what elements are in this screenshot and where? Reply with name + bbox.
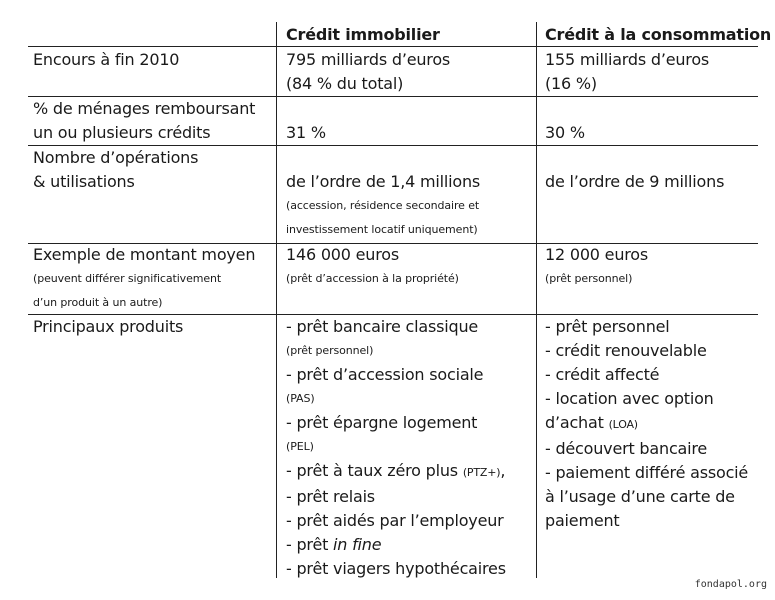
menages-consommation [545,121,585,145]
product-item: - prêt viagers hypothécaires [286,559,506,578]
product-item: - prêt bancaire classique [286,317,479,336]
product-item: à l’usage d’une carte de [545,487,735,506]
operations-immobilier-note2: investissement locatif uniquement) [286,223,478,236]
product-item: - découvert bancaire [545,439,708,458]
montant-label-note1: (peuvent différer significativement [33,272,222,285]
product-item: - prêt aidés par l’employeur [286,511,504,530]
row-label-produits [33,315,183,339]
source-watermark: fondapol.org [694,579,767,590]
menages-immobilier [286,121,326,145]
menages-label-line1: % de ménages remboursant [33,99,256,118]
operations-label-line2: & utilisations [33,172,135,191]
product-item: - crédit affecté [545,365,660,384]
operations-consommation [545,170,724,194]
operations-consommation-value: de l’ordre de 9 millions [545,172,725,191]
product-item-text: - prêt [286,535,334,554]
product-item: - location avec option [545,389,714,408]
product-item-in-fine [286,533,506,557]
encours-consommation [545,48,709,96]
encours-immobilier-value: 795 milliards d’euros [286,50,451,69]
menages-consommation-value: 30 % [545,123,585,142]
row-label-menages [33,97,255,145]
produits-immobilier-list [286,315,506,581]
product-note: (prêt personnel) [286,344,374,357]
product-item: - prêt personnel [545,317,670,336]
product-item: - prêt épargne logement [286,413,478,432]
product-item: - paiement différé associé [545,463,749,482]
product-inline-note: (PTZ+) [462,466,501,479]
product-item-tail: , [500,461,506,480]
operations-label-line1: Nombre d’opérations [33,148,199,167]
produits-label: Principaux produits [33,317,184,336]
produits-consommation-list [545,315,748,533]
product-note: (PEL) [286,440,314,453]
header-credit-immobilier: Crédit immobilier [286,25,440,44]
montant-immobilier-value: 146 000 euros [286,245,399,264]
product-inline-note: (LOA) [608,418,638,431]
product-item-italic: in fine [333,535,382,554]
product-item-ptz [286,459,506,485]
product-item: - prêt relais [286,487,375,506]
encours-immobilier [286,48,450,96]
operations-immobilier-value: de l’ordre de 1,4 millions [286,172,481,191]
montant-immobilier [286,243,459,291]
row-label-montant [33,243,255,315]
header-credit-consommation: Crédit à la consommation [545,25,772,44]
product-item: - crédit renouvelable [545,341,707,360]
encours-consommation-value: 155 milliards d’euros [545,50,710,69]
menages-immobilier-value: 31 % [286,123,326,142]
montant-consommation [545,243,648,291]
row-label-operations [33,146,198,194]
montant-consommation-note: (prêt personnel) [545,272,633,285]
row-label-encours [33,48,179,72]
column-divider-1 [276,22,277,578]
product-item: - prêt d’accession sociale [286,365,484,384]
product-item-text: - prêt à taux zéro plus [286,461,463,480]
column-divider-2 [536,22,537,578]
montant-label-note2: d’un produit à un autre) [33,296,163,309]
montant-consommation-value: 12 000 euros [545,245,649,264]
operations-immobilier [286,170,480,242]
product-item-loa [545,411,748,437]
operations-immobilier-note1: (accession, résidence secondaire et [286,199,480,212]
encours-label: Encours à fin 2010 [33,50,180,69]
menages-label-line2: un ou plusieurs crédits [33,123,211,142]
encours-consommation-share: (16 %) [545,74,597,93]
montant-immobilier-note: (prêt d’accession à la propriété) [286,272,459,285]
montant-label: Exemple de montant moyen [33,245,256,264]
product-note: (PAS) [286,392,315,405]
product-item: paiement [545,511,620,530]
encours-immobilier-share: (84 % du total) [286,74,404,93]
product-item-text: d’achat [545,413,609,432]
